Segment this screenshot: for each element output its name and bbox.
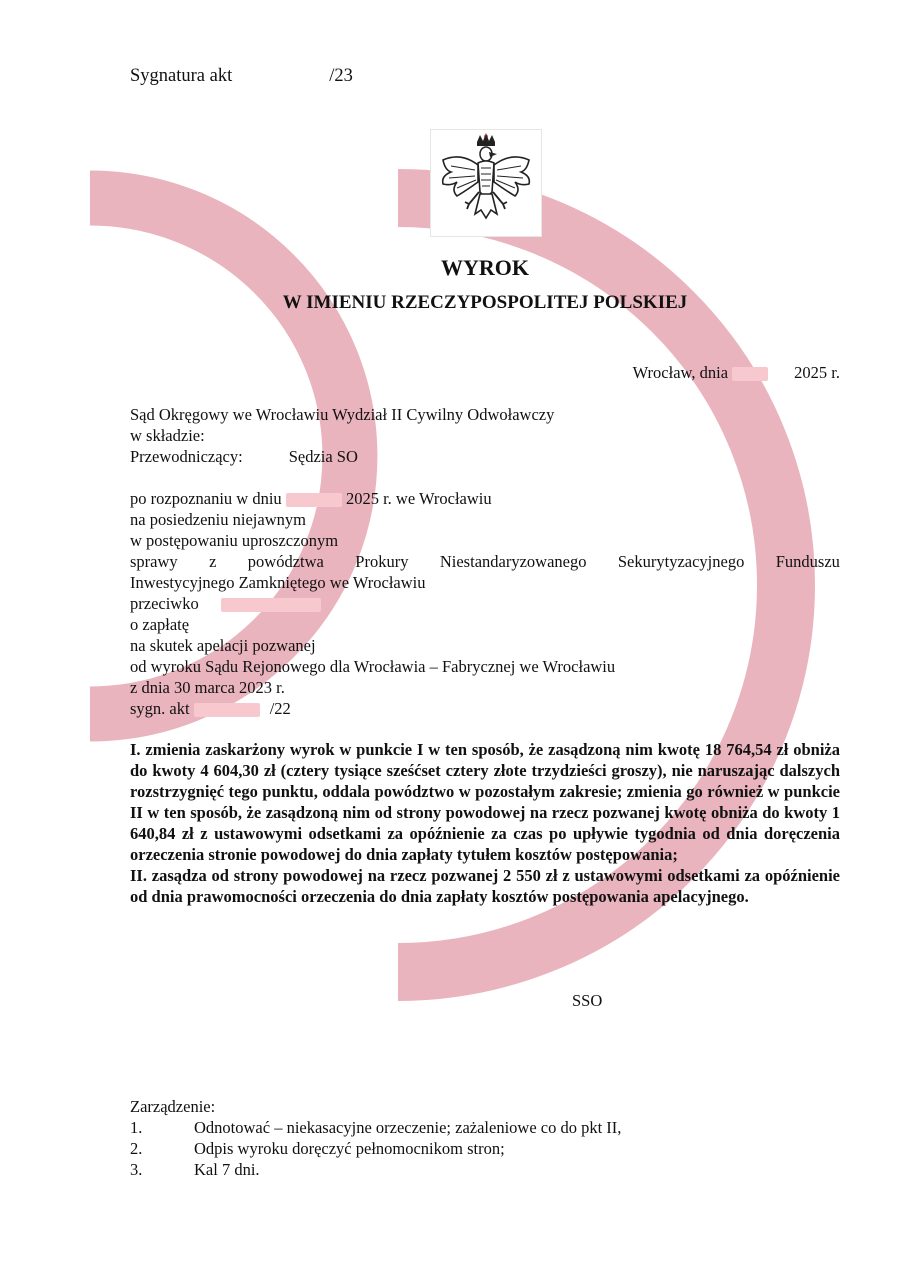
order-item xyxy=(130,1159,621,1180)
orders-heading: Zarządzenie: xyxy=(130,1097,216,1116)
case-parties-line xyxy=(130,551,840,572)
redacted-defendant xyxy=(221,598,321,612)
order-item xyxy=(130,1117,621,1138)
ruling-point-2: II. zasądza od strony powodowej na rzecz pozwanej 2 550 zł z ustawowymi odsetkami za opóźnienie od dnia prawomocności orzeczenia do dnia zapłaty kosztów postępowania apelacyjnego. xyxy=(130,866,840,906)
plaintiff-name-continued: Inwestycyjnego Zamkniętego we Wrocławiu xyxy=(130,573,426,592)
court-name: Sąd Okręgowy we Wrocławiu Wydział II Cywilny Odwoławczy xyxy=(130,405,555,424)
appeal-line: na skutek apelacji pozwanej xyxy=(130,636,316,655)
place-and-date xyxy=(633,362,840,383)
case-word: sprawy xyxy=(130,552,178,571)
document-subtitle: W IMIENIU RZECZYPOSPOLITEJ POLSKIEJ xyxy=(282,292,688,313)
order-number: 3. xyxy=(130,1160,143,1179)
case-word: z xyxy=(209,552,217,571)
polish-eagle-emblem-icon xyxy=(430,129,542,237)
against-label: przeciwko xyxy=(130,594,199,613)
order-text: Kal 7 dni. xyxy=(194,1160,260,1179)
lower-court-judgment: od wyroku Sądu Rejonowego dla Wrocławia – Fabrycznej we Wrocławiu xyxy=(130,657,616,676)
lower-case-reference xyxy=(130,698,291,719)
consideration-suffix: 2025 r. we Wrocławiu xyxy=(345,489,492,508)
case-word: Niestandaryzowanego xyxy=(439,552,587,571)
redacted-date xyxy=(286,493,342,507)
reference-label: sygn. akt xyxy=(130,699,190,718)
document-title: WYROK xyxy=(441,255,529,280)
signature-suffix: /23 xyxy=(329,66,353,86)
consideration-prefix: po rozpoznaniu w dniu xyxy=(130,489,282,508)
presiding-label: Przewodniczący: xyxy=(130,447,243,466)
case-word: Sekurytyzacyjnego xyxy=(617,552,745,571)
case-signature xyxy=(130,66,353,87)
place-label: Wrocław, dnia xyxy=(632,363,729,382)
session-type: na posiedzeniu niejawnym xyxy=(130,510,306,529)
case-word: powództwa xyxy=(247,552,324,571)
order-text: Odnotować – niekasacyjne orzeczenie; zażaleniowe co do pkt II, xyxy=(194,1118,622,1137)
order-number: 1. xyxy=(130,1118,143,1137)
order-item xyxy=(130,1138,621,1159)
defendant-line xyxy=(130,593,321,614)
subject-of-case: o zapłatę xyxy=(130,615,190,634)
order-number: 2. xyxy=(130,1139,143,1158)
composition-label: w składzie: xyxy=(130,426,205,445)
redacted-date xyxy=(732,367,768,381)
judge-signoff xyxy=(572,990,602,1011)
signoff-label: SSO xyxy=(572,991,603,1010)
ruling-point-1: I. zmienia zaskarżony wyrok w punkcie I w ten sposób, że zasądzoną nim kwotę 18 764,54 zł obniża do kwoty 4 604,30 zł (cztery tysiące sześćset cztery złote trzydzieści groszy), nie naruszając dalszych rozstrzygnięć tego punktu, oddala powództwo w pozostałym zakresie; zmienia go również w punkcie II w ten sposób, że zasądzoną nim od strony powodowej na rzecz pozwanej kwotę obniża do kwoty 1 640,84 zł z ustawowymi odsetkami za opóźnienie za czas po upływie tygodnia od dnia doręczenia orzeczenia stronie powodowej do dnia zapłaty tytułem kosztów postępowania; xyxy=(130,740,840,864)
signature-label: Sygnatura akt xyxy=(130,66,233,86)
consideration-date-line xyxy=(130,488,492,509)
case-word: Funduszu xyxy=(775,552,840,571)
redacted-reference xyxy=(194,703,260,717)
order-text: Odpis wyroku doręczyć pełnomocnikom stron; xyxy=(194,1139,505,1158)
judgment-date: z dnia 30 marca 2023 r. xyxy=(130,678,285,697)
presiding-value: Sędzia SO xyxy=(288,447,358,466)
case-word: Prokury xyxy=(355,552,409,571)
reference-suffix: /22 xyxy=(269,699,291,718)
ruling-operative-part xyxy=(130,739,840,907)
procedure-mode: w postępowaniu uproszczonym xyxy=(130,531,339,550)
presiding-judge xyxy=(130,446,358,467)
court-orders xyxy=(130,1096,621,1180)
date-year: 2025 r. xyxy=(794,363,840,382)
